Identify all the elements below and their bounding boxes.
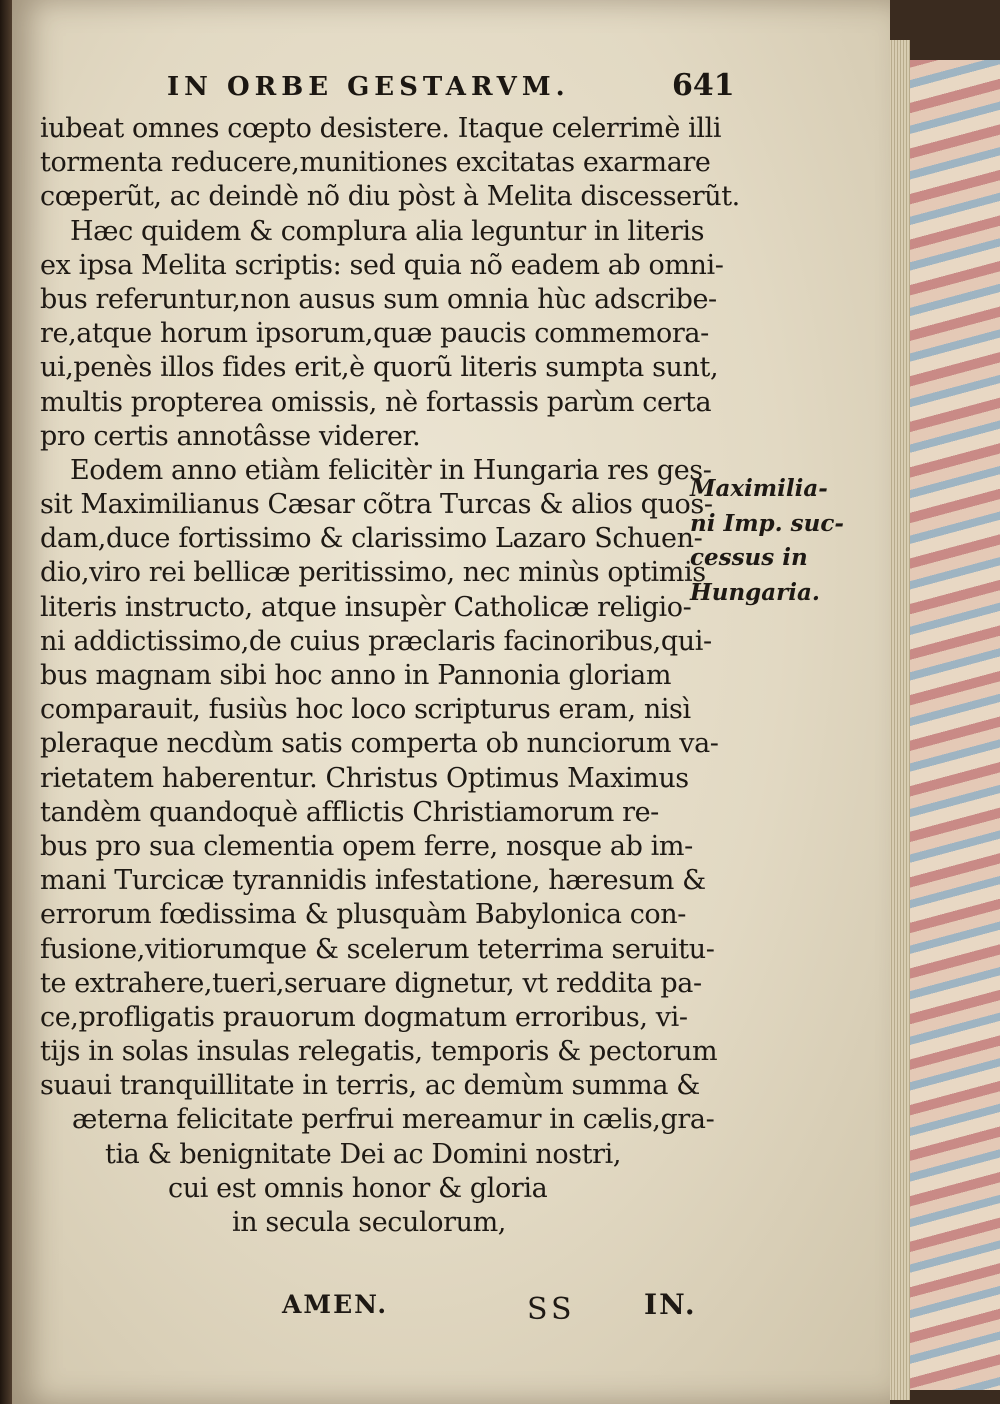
marginal-note-line: ni Imp. suc-	[690, 509, 844, 537]
marginal-note-line: Maximilia-	[690, 475, 828, 502]
text-line: æterna felicitate perfrui mereamur in cælis,gra-	[72, 1104, 715, 1136]
running-head: IN ORBE GESTARVM.	[167, 72, 570, 102]
text-line: fusione,vitiorumque & scelerum teterrima seruitu-	[40, 933, 715, 965]
page-header	[152, 68, 752, 112]
text-line: cœperũt, ac deindè nõ diu pòst à Melita discesserũt.	[40, 181, 740, 213]
marginal-note-line: cessus in	[690, 544, 808, 571]
text-line: tijs in solas insulas relegatis, temporis & pectorum	[40, 1036, 718, 1068]
finis-word: AMEN.	[282, 1290, 389, 1319]
text-line: comparauit, fusiùs hoc loco scripturus eram, nisì	[40, 694, 691, 726]
text-line: pro certis annotâsse viderer.	[40, 420, 421, 452]
text-line: errorum fœdissima & plusquàm Babylonica con-	[40, 899, 686, 931]
text-line: iubeat omnes cœpto desistere. Itaque celerrimè illi	[40, 113, 722, 144]
text-line: mani Turcicæ tyrannidis infestatione, hæresum &	[40, 865, 706, 897]
text-line: sit Maximilianus Cæsar cõtra Turcas & alios quos-	[40, 489, 713, 521]
text-line: dio,viro rei bellicæ peritissimo, nec minùs optimis	[40, 557, 706, 589]
text-line: bus referuntur,non ausus sum omnia hùc adscribe-	[40, 283, 717, 315]
signature-mark: SS	[527, 1292, 576, 1327]
text-line: dam,duce fortissimo & clarissimo Lazaro Schuen-	[40, 523, 703, 555]
text-line: re,atque horum ipsorum,quæ paucis commemora-	[40, 318, 709, 350]
text-line: tormenta reducere,munitiones excitatas exarmare	[40, 147, 711, 179]
page-number: 641	[672, 68, 735, 103]
text-line: Eodem anno etiàm felicitèr in Hungaria res ges-	[70, 454, 712, 486]
text-line: rietatem haberentur. Christus Optimus Maximus	[40, 762, 689, 794]
text-line: ex ipsa Melita scriptis: sed quia nõ eadem ab omni-	[40, 249, 724, 281]
text-line: in secula seculorum,	[232, 1207, 506, 1238]
main-text-block	[40, 112, 740, 1240]
text-line: bus pro sua clementia opem ferre, nosque ab im-	[40, 830, 693, 862]
text-line: te extrahere,tueri,seruare dignetur, vt reddita pa-	[40, 967, 702, 999]
marginal-note	[690, 472, 844, 610]
text-line: tia & benignitate Dei ac Domini nostri,	[105, 1138, 622, 1170]
text-line: cui est omnis honor & gloria	[168, 1172, 548, 1204]
text-line: ce,profligatis prauorum dogmatum erroribus, vi-	[40, 1001, 688, 1033]
catchword: IN.	[644, 1288, 697, 1321]
text-line: ni addictissimo,de cuius præclaris facinoribus,qui-	[40, 625, 712, 657]
marginal-note-line: Hungaria.	[690, 578, 820, 606]
text-line: Hæc quidem & complura alia leguntur in literis	[70, 215, 705, 247]
text-line: ui,penès illos fides erit,è quorũ literis sumpta sunt,	[40, 352, 719, 384]
text-line: pleraque necdùm satis comperta ob nunciorum va-	[40, 728, 719, 760]
marbled-page-edge	[897, 60, 1000, 1390]
text-line: tandèm quandoquè afflictis Christiamorum re-	[40, 796, 659, 828]
text-line: multis propterea omissis, nè fortassis parùm certa	[40, 386, 712, 418]
text-line: suaui tranquillitate in terris, ac demùm summa &	[40, 1070, 700, 1102]
book-page	[12, 0, 890, 1404]
text-line: literis instructo, atque insupèr Catholicæ religio-	[40, 591, 692, 623]
page-footer	[12, 1290, 732, 1330]
text-line: bus magnam sibi hoc anno in Pannonia gloriam	[40, 660, 672, 691]
